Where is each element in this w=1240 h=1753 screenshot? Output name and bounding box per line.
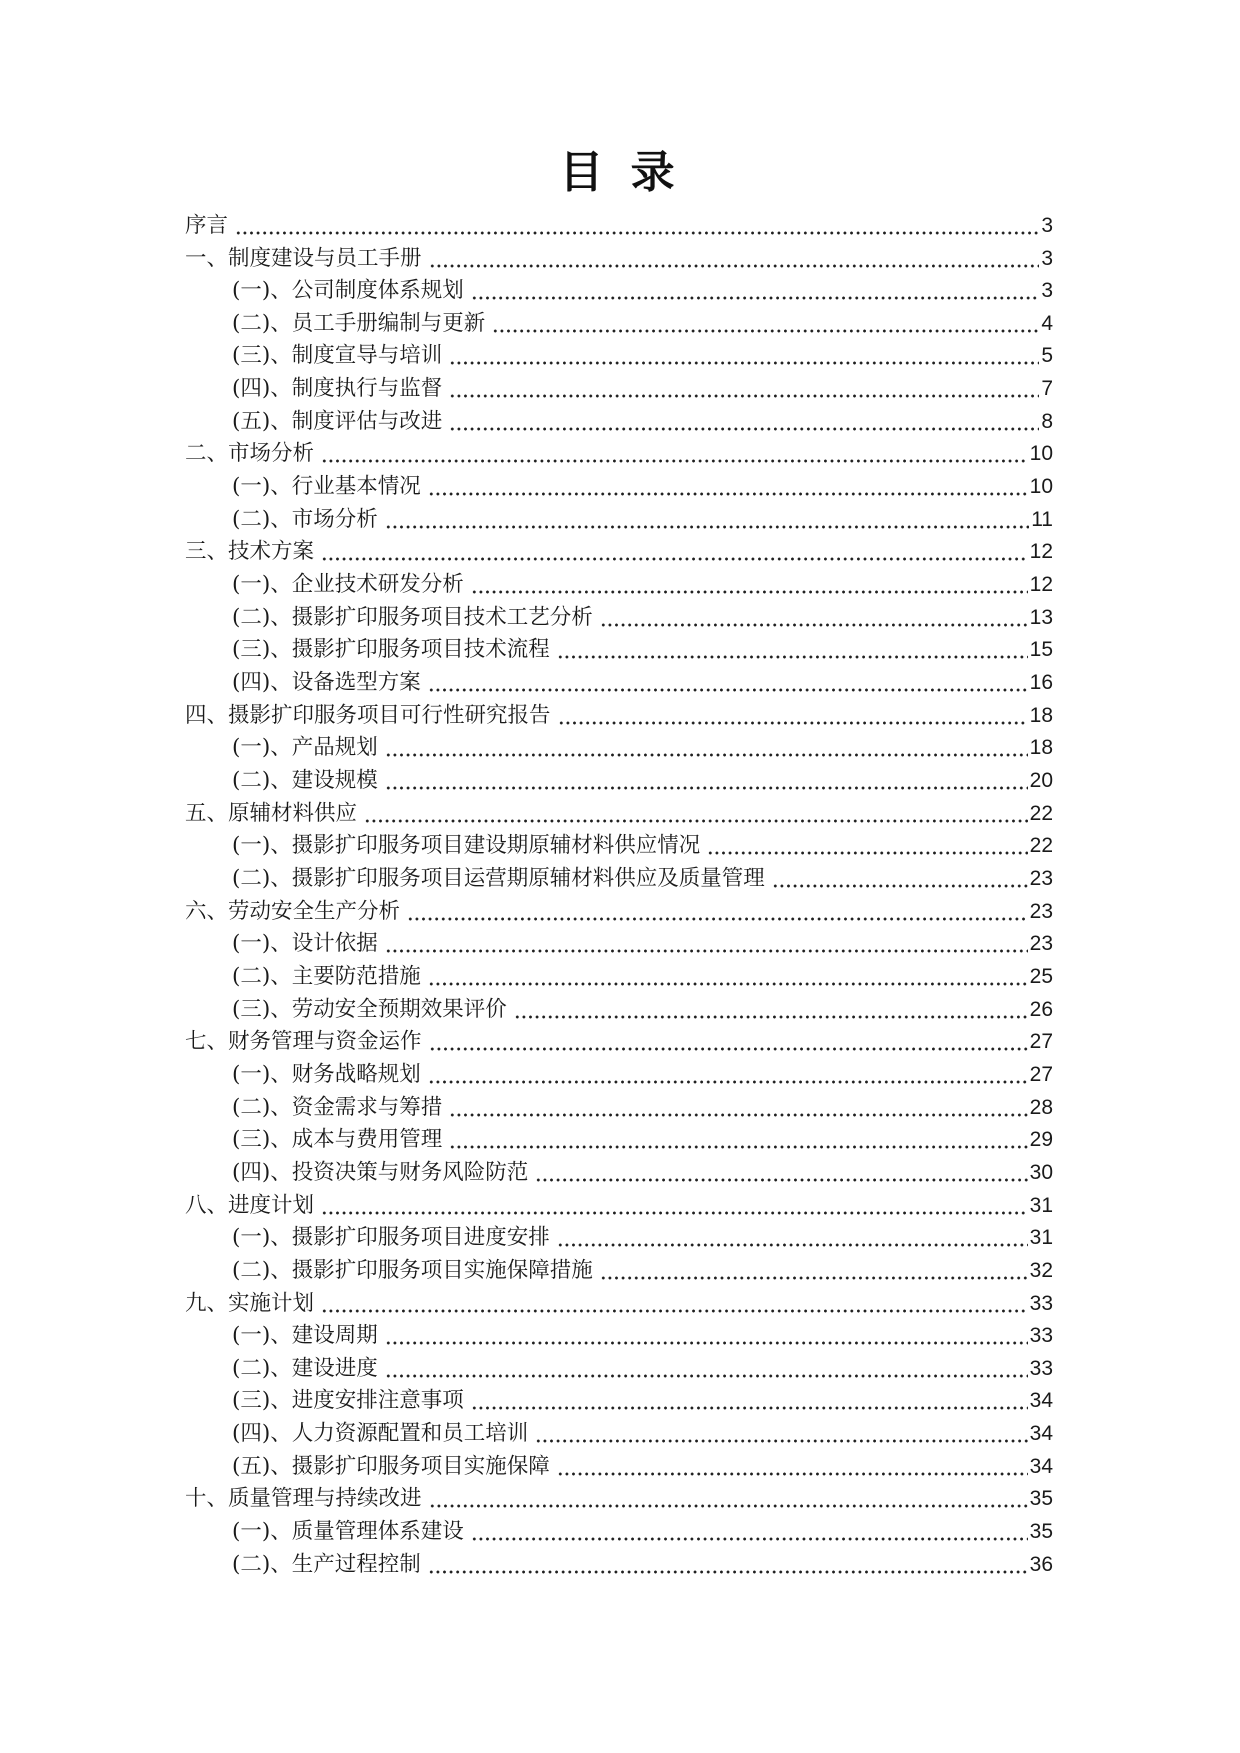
toc-entry-title: (三)、进度安排注意事项 xyxy=(232,1388,464,1414)
toc-entry-page-number: 36 xyxy=(1029,1552,1053,1576)
toc-entry[interactable] xyxy=(185,1025,1053,1058)
toc-entry-title: 六、劳动安全生产分析 xyxy=(185,898,401,924)
toc-entry-page-number: 25 xyxy=(1029,964,1053,988)
toc-entry-page-number: 15 xyxy=(1029,638,1053,662)
toc-entry[interactable] xyxy=(185,208,1053,241)
toc-entry-title: (二)、生产过程控制 xyxy=(232,1551,421,1577)
toc-entry[interactable] xyxy=(185,698,1053,731)
toc-entry-page-number: 20 xyxy=(1029,769,1053,792)
dot-leader xyxy=(385,753,1028,757)
toc-entry[interactable] xyxy=(185,306,1053,339)
dot-leader xyxy=(600,623,1028,627)
toc-entry-title: (一)、企业技术研发分析 xyxy=(232,572,464,598)
toc-entry-page-number: 10 xyxy=(1029,442,1053,466)
toc-entry[interactable] xyxy=(185,1547,1053,1580)
toc-entry-title: (三)、成本与费用管理 xyxy=(232,1127,443,1153)
toc-entry-page-number: 23 xyxy=(1029,899,1053,923)
toc-entry-title: (二)、资金需求与筹措 xyxy=(232,1094,443,1120)
toc-entry[interactable] xyxy=(185,633,1053,666)
toc-entry-page-number: 12 xyxy=(1029,573,1053,597)
toc-entry[interactable] xyxy=(185,1057,1053,1090)
toc-entry[interactable] xyxy=(185,437,1053,470)
dot-leader xyxy=(449,1145,1027,1149)
toc-entry-page-number: 29 xyxy=(1029,1128,1053,1152)
toc-entry-title: 二、市场分析 xyxy=(185,441,315,467)
dot-leader xyxy=(535,1178,1027,1182)
toc-entry-title: (三)、劳动安全预期效果评价 xyxy=(232,996,507,1022)
toc-entry-title: (四)、人力资源配置和员工培训 xyxy=(232,1421,529,1447)
toc-entry-page-number: 34 xyxy=(1029,1454,1053,1478)
toc-entry[interactable] xyxy=(185,1351,1053,1384)
toc-entry-page-number: 8 xyxy=(1041,409,1053,433)
dot-leader xyxy=(557,655,1028,659)
page-title: 目 录 xyxy=(559,147,681,198)
toc-entry[interactable] xyxy=(185,1221,1053,1254)
dot-leader xyxy=(514,1015,1028,1019)
dot-leader xyxy=(772,884,1028,888)
toc-entry[interactable] xyxy=(185,469,1053,502)
toc-entry[interactable] xyxy=(185,274,1053,307)
toc-entry-page-number: 22 xyxy=(1029,801,1053,825)
dot-leader xyxy=(449,361,1039,365)
toc-entry-page-number: 12 xyxy=(1029,540,1053,564)
toc-entry[interactable] xyxy=(185,502,1053,535)
toc-entry[interactable] xyxy=(185,829,1053,862)
toc-entry[interactable] xyxy=(185,796,1053,829)
toc-entry-title: (一)、质量管理体系建设 xyxy=(232,1519,464,1545)
dot-leader xyxy=(385,525,1029,529)
dot-leader xyxy=(429,264,1040,268)
dot-leader xyxy=(321,557,1028,561)
toc-entry-title: (四)、制度执行与监督 xyxy=(232,376,443,402)
toc-entry-title: (五)、摄影扩印服务项目实施保障 xyxy=(232,1453,550,1479)
toc-entry-title: (一)、建设周期 xyxy=(232,1323,378,1349)
toc-entry-page-number: 30 xyxy=(1029,1160,1053,1184)
toc-entry-page-number: 33 xyxy=(1029,1291,1053,1315)
toc-entry[interactable] xyxy=(185,404,1053,437)
toc-entry[interactable] xyxy=(185,1482,1053,1515)
toc-entry-page-number: 3 xyxy=(1041,246,1053,270)
toc-entry-title: (二)、摄影扩印服务项目运营期原辅材料供应及质量管理 xyxy=(232,865,765,891)
toc-entry-title: (二)、主要防范措施 xyxy=(232,963,421,989)
toc-entry-title: (一)、行业基本情况 xyxy=(232,474,421,500)
dot-leader xyxy=(428,1080,1028,1084)
toc-entry[interactable] xyxy=(185,665,1053,698)
toc-entry-title: 七、财务管理与资金运作 xyxy=(185,1029,422,1055)
toc-entry-title: (一)、产品规划 xyxy=(232,735,378,761)
toc-entry[interactable] xyxy=(185,339,1053,372)
dot-leader xyxy=(428,492,1028,496)
toc-entry[interactable] xyxy=(185,1514,1053,1547)
toc-entry[interactable] xyxy=(185,731,1053,764)
dot-leader xyxy=(429,1504,1028,1508)
toc-entry-page-number: 31 xyxy=(1029,1226,1053,1250)
toc-entry[interactable] xyxy=(185,600,1053,633)
toc-entry-page-number: 35 xyxy=(1029,1487,1053,1511)
dot-leader xyxy=(321,1211,1028,1215)
toc-entry[interactable] xyxy=(185,1319,1053,1352)
toc-entry-page-number: 28 xyxy=(1029,1095,1053,1119)
toc-entry[interactable] xyxy=(185,567,1053,600)
dot-leader xyxy=(471,296,1040,300)
dot-leader xyxy=(535,1439,1027,1443)
toc-entry[interactable] xyxy=(185,1384,1053,1417)
dot-leader xyxy=(364,819,1028,823)
toc-entry[interactable] xyxy=(185,1188,1053,1221)
dot-leader xyxy=(407,917,1028,921)
toc-entry-page-number: 33 xyxy=(1029,1356,1053,1380)
toc-entry-page-number: 34 xyxy=(1029,1422,1053,1446)
toc-entry-title: (四)、设备选型方案 xyxy=(232,670,421,696)
toc-entry[interactable] xyxy=(185,1090,1053,1123)
dot-leader xyxy=(321,1309,1028,1313)
toc-list xyxy=(185,208,1053,1580)
toc-entry-page-number: 18 xyxy=(1029,703,1053,727)
toc-entry-title: 十、质量管理与持续改进 xyxy=(185,1486,422,1512)
toc-entry-title: (一)、摄影扩印服务项目进度安排 xyxy=(232,1225,550,1251)
toc-entry[interactable] xyxy=(185,1449,1053,1482)
toc-entry-title: (二)、市场分析 xyxy=(232,506,378,532)
toc-entry-page-number: 18 xyxy=(1029,736,1053,760)
toc-entry-title: (二)、员工手册编制与更新 xyxy=(232,310,486,336)
toc-entry[interactable] xyxy=(185,1155,1053,1188)
toc-entry-title: 四、摄影扩印服务项目可行性研究报告 xyxy=(185,702,551,728)
toc-entry[interactable] xyxy=(185,371,1053,404)
dot-leader xyxy=(471,1537,1028,1541)
dot-leader xyxy=(429,1047,1028,1051)
toc-entry-page-number: 26 xyxy=(1029,997,1053,1021)
toc-entry-page-number: 35 xyxy=(1029,1520,1053,1544)
dot-leader xyxy=(449,394,1039,398)
dot-leader xyxy=(385,786,1028,790)
toc-entry-title: (三)、制度宣导与培训 xyxy=(232,343,443,369)
toc-entry[interactable] xyxy=(185,927,1053,960)
dot-leader xyxy=(558,721,1028,725)
dot-leader xyxy=(449,1113,1027,1117)
toc-entry-page-number: 3 xyxy=(1041,213,1053,237)
toc-entry-title: (三)、摄影扩印服务项目技术流程 xyxy=(232,637,550,663)
toc-entry-title: (四)、投资决策与财务风险防范 xyxy=(232,1159,529,1185)
toc-entry-page-number: 22 xyxy=(1029,834,1053,858)
toc-entry-page-number: 27 xyxy=(1029,1062,1053,1086)
dot-leader xyxy=(449,427,1039,431)
toc-entry-title: (一)、公司制度体系规划 xyxy=(232,278,464,304)
toc-entry-title: 一、制度建设与员工手册 xyxy=(185,245,422,271)
toc-entry[interactable] xyxy=(185,763,1053,796)
toc-entry[interactable] xyxy=(185,1416,1053,1449)
toc-entry-title: 八、进度计划 xyxy=(185,1192,315,1218)
toc-entry-page-number: 16 xyxy=(1029,671,1053,695)
toc-entry-page-number: 27 xyxy=(1029,1030,1053,1054)
toc-entry[interactable] xyxy=(185,1286,1053,1319)
toc-entry-page-number: 33 xyxy=(1029,1324,1053,1348)
dot-leader xyxy=(428,982,1028,986)
toc-entry-page-number: 7 xyxy=(1041,377,1053,401)
toc-entry-title: (二)、建设规模 xyxy=(232,768,378,793)
dot-leader xyxy=(557,1472,1028,1476)
toc-entry-title: (二)、摄影扩印服务项目技术工艺分析 xyxy=(232,604,593,630)
toc-entry-page-number: 34 xyxy=(1029,1389,1053,1413)
dot-leader xyxy=(471,1406,1028,1410)
dot-leader xyxy=(235,231,1039,235)
dot-leader xyxy=(492,329,1039,333)
toc-entry-title: 序言 xyxy=(185,212,229,238)
toc-entry[interactable] xyxy=(185,1253,1053,1286)
dot-leader xyxy=(385,1374,1028,1378)
dot-leader xyxy=(557,1243,1028,1247)
dot-leader xyxy=(471,590,1028,594)
toc-entry[interactable] xyxy=(185,535,1053,568)
toc-entry[interactable] xyxy=(185,1123,1053,1156)
toc-entry-page-number: 23 xyxy=(1029,932,1053,956)
toc-entry[interactable] xyxy=(185,241,1053,274)
dot-leader xyxy=(707,851,1027,855)
dot-leader xyxy=(428,1570,1028,1574)
toc-entry-title: (一)、设计依据 xyxy=(232,931,378,957)
dot-leader xyxy=(321,459,1028,463)
dot-leader xyxy=(385,1341,1028,1345)
toc-entry-title: 五、原辅材料供应 xyxy=(185,800,358,826)
toc-entry[interactable] xyxy=(185,959,1053,992)
toc-entry-page-number: 10 xyxy=(1029,475,1053,499)
toc-entry-title: (二)、摄影扩印服务项目实施保障措施 xyxy=(232,1257,593,1283)
toc-entry-page-number: 3 xyxy=(1041,279,1053,303)
toc-entry-title: (一)、摄影扩印服务项目建设期原辅材料供应情况 xyxy=(232,833,701,859)
toc-entry-page-number: 11 xyxy=(1031,507,1053,531)
toc-entry-title: (二)、建设进度 xyxy=(232,1355,378,1381)
dot-leader xyxy=(385,949,1028,953)
toc-entry-page-number: 23 xyxy=(1029,866,1053,890)
toc-entry[interactable] xyxy=(185,894,1053,927)
toc-entry-page-number: 4 xyxy=(1041,311,1053,335)
toc-entry-title: 三、技术方案 xyxy=(185,539,315,565)
dot-leader xyxy=(428,688,1028,692)
toc-entry-title: (五)、制度评估与改进 xyxy=(232,408,443,434)
toc-entry-page-number: 31 xyxy=(1029,1193,1053,1217)
toc-entry-title: 九、实施计划 xyxy=(185,1290,315,1316)
toc-entry-title: (一)、财务战略规划 xyxy=(232,1061,421,1087)
toc-entry-page-number: 13 xyxy=(1029,605,1053,629)
toc-entry-page-number: 5 xyxy=(1041,344,1053,368)
toc-entry-page-number: 32 xyxy=(1029,1258,1053,1282)
toc-entry[interactable] xyxy=(185,861,1053,894)
dot-leader xyxy=(600,1276,1028,1280)
toc-entry[interactable] xyxy=(185,992,1053,1025)
